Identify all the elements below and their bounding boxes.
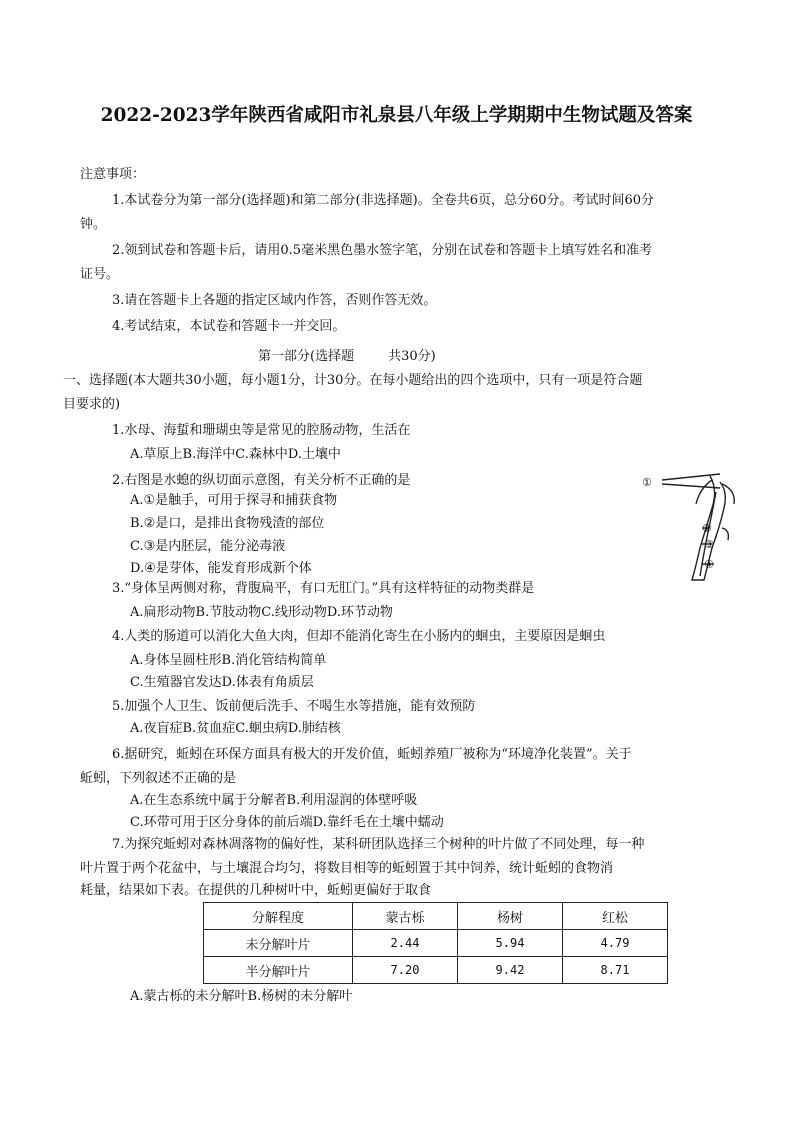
table-header-cell: 红松 [563,903,668,930]
question-options: A.扁形动物B.节肢动物C.线形动物D.环节动物 [130,605,393,620]
notice-item: 2.领到试卷和答题卡后，请用0.5毫米黑色墨水签字笔，分别在试卷和答题卡上填写姓名和准考 [112,243,653,258]
question-stem: 叶片置于两个花盆中，与土壤混合均匀，将数目相等的蚯蚓置于其中饲养，统计蚯蚓的食物消 [80,861,614,876]
table-cell: 9.42 [458,957,563,984]
notice-heading: 注意事项： [80,167,146,182]
table-header-row [204,903,668,930]
table-cell: 4.79 [563,930,668,957]
question-option: C.环带可用于区分身体的前后端D.靠纤毛在土壤中蠕动 [130,815,444,830]
hydra-tentacle [696,480,712,504]
question-option: B.②是口，是排出食物残渣的部位 [130,516,325,531]
question-option: A.在生态系统中属于分解者B.利用湿润的体壁呼吸 [130,793,418,808]
notice-item: 1.本试卷分为第一部分(选择题)和第二部分(非选择题)。全卷共6页，总分60分。考试时间60分 [112,193,655,208]
table-header-cell: 杨树 [458,903,563,930]
table-cell: 未分解叶片 [204,930,353,957]
table-header-cell: 分解程度 [204,903,353,930]
question-stem: 蚯蚓，下列叙述不正确的是 [80,771,237,786]
question-stem: 耗量，结果如下表。在提供的几种树叶中，蚯蚓更偏好于取食 [80,883,432,898]
notice-item: 证号。 [80,267,120,282]
question-options: A.蒙古栎的未分解叶B.杨树的未分解叶 [130,989,353,1004]
question-option: A.身体呈圆柱形B.消化管结构简单 [130,653,327,668]
instructions: 目要求的) [63,397,121,412]
notice-item: 3.请在答题卡上各题的指定区域内作答，否则作答无效。 [112,293,437,308]
table-cell: 8.71 [563,957,668,984]
page-title: 2022-2023学年陕西省咸阳市礼泉县八年级上学期期中生物试题及答案 [100,105,693,126]
question-option: A.①是触手，可用于探寻和捕获食物 [130,493,338,508]
notice-item: 4.考试结束，本试卷和答题卡一并交回。 [112,319,346,334]
figure-label-4: ④ [704,558,714,571]
table-cell: 半分解叶片 [204,957,353,984]
table-cell: 2.44 [353,930,458,957]
section-heading [258,345,436,364]
table-row [204,930,668,957]
section-heading-right: 共30分) [388,349,436,364]
table-cell: 7.20 [353,957,458,984]
question-options: A.草原上B.海洋中C.森林中D.土壤中 [130,447,341,462]
hydra-bud [722,528,728,540]
hydra-diagram [640,468,740,586]
instructions: 一、选择题(本大题共30小题，每小题1分，计30分。在每小题给出的四个选项中，只有一项是符合题 [63,373,643,388]
table-cell: 5.94 [458,930,563,957]
question-stem: 4.人类的肠道可以消化大鱼大肉，但却不能消化寄生在小肠内的蛔虫，主要原因是蛔虫 [112,629,606,644]
section-heading-left: 第一部分(选择题 [258,349,355,364]
question-stem: 6.据研究，蚯蚓在环保方面具有极大的开发价值，蚯蚓养殖厂被称为“环境净化装置”。关于 [112,747,632,762]
question-options: A.夜盲症B.贫血症C.蛔虫病D.肺结核 [130,721,341,736]
question-stem: 1.水母、海蜇和珊瑚虫等是常见的腔肠动物，生活在 [112,423,411,438]
figure-label-1: ① [642,476,652,489]
figure-label-3: ③ [704,538,714,551]
table-row [204,957,668,984]
question-stem: 5.加强个人卫生、饭前便后洗手、不喝生水等措施，能有效预防 [112,699,476,714]
question-stem: 7.为探究蚯蚓对森林凋落物的偏好性，某科研团队选择三个树种的叶片做了不同处理，每一种 [112,837,645,852]
question-option: D.④是芽体，能发育形成新个体 [130,561,312,576]
consumption-table [203,902,668,984]
table-header-cell: 蒙古栎 [353,903,458,930]
pointer-line-1b [662,484,720,488]
question-option: C.生殖器官发达D.体表有角质层 [130,675,314,690]
question-stem: 3.“身体呈两侧对称，背腹扁平，有口无肛门。”具有这样特征的动物类群是 [112,581,535,596]
question-stem: 2.右图是水螅的纵切面示意图，有关分析不正确的是 [112,473,411,488]
notice-item: 钟。 [80,217,107,232]
figure-label-2: ② [702,522,712,535]
question-option: C.③是内胚层，能分泌毒液 [130,539,286,554]
